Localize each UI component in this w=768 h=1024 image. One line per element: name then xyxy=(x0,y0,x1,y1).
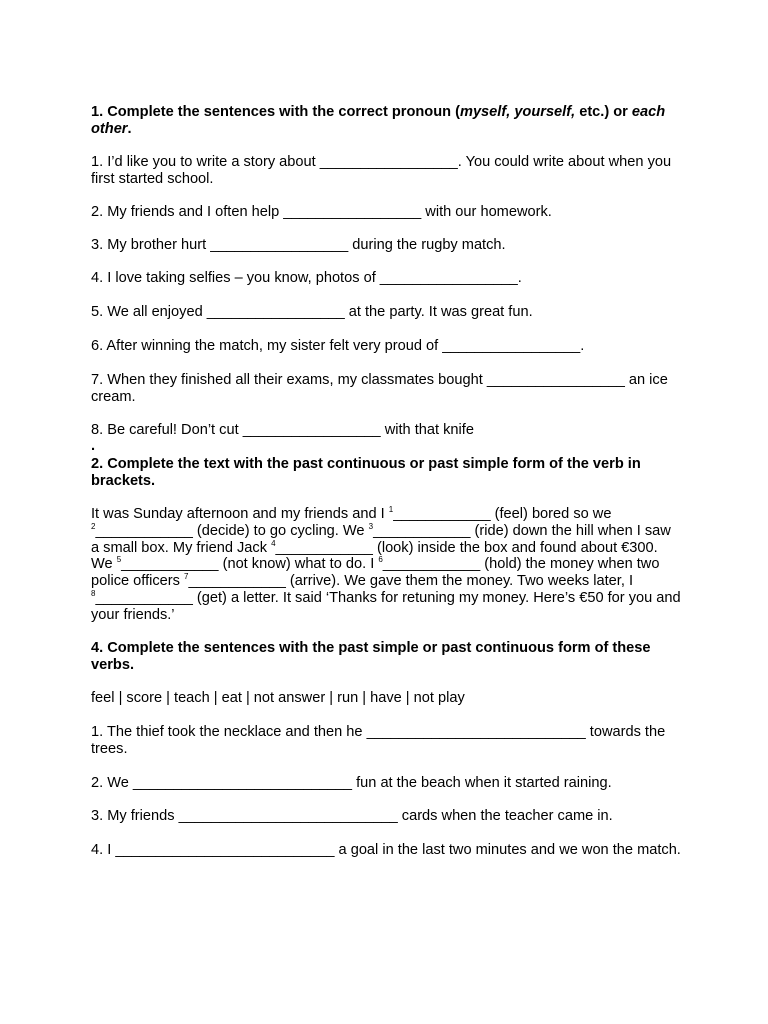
gap-number: 8 xyxy=(91,588,96,598)
word-bank: feel | score | teach | eat | not answer | run | have | not play xyxy=(91,690,465,706)
section-4-item-2: 2. We ___________________________ fun at the beach when it started raining. xyxy=(91,775,612,791)
passage-text: ____________ (feel) bored so we xyxy=(393,506,612,522)
section-2-passage xyxy=(91,506,681,624)
heading-emphasis: myself, yourself, xyxy=(459,104,576,120)
gap-number: 4 xyxy=(271,538,276,548)
section-1-item-6: 6. After winning the match, my sister felt very proud of _________________. xyxy=(91,338,585,354)
passage-text: ____________ (not know) what to do. I xyxy=(121,556,379,573)
section-1-item-5: 5. We all enjoyed _________________ at the party. It was great fun. xyxy=(91,304,533,320)
passage-text: ____________ (arrive). We gave them the money. Two weeks later, I xyxy=(188,573,634,590)
gap-number: 2 xyxy=(91,521,96,531)
section-1-item-2: 2. My friends and I often help _________________ with our homework. xyxy=(91,204,552,220)
gap-number: 7 xyxy=(184,572,189,582)
heading-text: . xyxy=(127,120,132,137)
gap-number: 6 xyxy=(378,555,383,565)
heading-text: etc.) or xyxy=(575,104,632,120)
section-2-heading: 2. Complete the text with the past continuous or past simple form of the verb in brackets. xyxy=(91,456,641,489)
passage-text: ____________ (decide) to go cycling. We xyxy=(95,522,369,539)
passage-text: ____________ (get) a letter. It said ‘Thanks for retuning my money. Here’s €50 for you and your friends.’ xyxy=(91,589,681,623)
section-1-item-3: 3. My brother hurt _________________ during the rugby match. xyxy=(91,237,506,253)
section-1-item-7: 7. When they finished all their exams, my classmates bought _________________ an ice cream. xyxy=(91,372,668,405)
passage-text: ____________ (look) inside the box and found about €300. We xyxy=(91,539,658,573)
passage-text: It was Sunday afternoon and my friends and I xyxy=(91,506,389,522)
passage-text: ____________ (hold) the money when two police officers xyxy=(91,556,660,590)
gap-number: 5 xyxy=(116,555,122,565)
section-1-item-8: 8. Be careful! Don’t cut _________________ with that knife xyxy=(91,422,474,438)
section-1-item-4: 4. I love taking selfies – you know, photos of _________________. xyxy=(91,270,522,286)
section-4-item-3: 3. My friends ___________________________ cards when the teacher came in. xyxy=(91,808,613,824)
heading-text: 1. Complete the sentences with the correct pronoun ( xyxy=(91,104,460,120)
section-4-heading: 4. Complete the sentences with the past simple or past continuous form of these verbs. xyxy=(91,640,651,673)
stray-dot: . xyxy=(91,438,96,454)
heading-emphasis: each other xyxy=(91,104,666,137)
section-1-item-1: 1. I’d like you to write a story about _________________. You could write about when you first started school. xyxy=(91,154,672,187)
gap-number: 1 xyxy=(388,505,394,514)
section-1-heading xyxy=(91,104,681,138)
passage-text: ____________ (ride) down the hill when I saw a small box. My friend Jack xyxy=(91,522,671,556)
gap-number: 3 xyxy=(368,521,374,531)
section-4-item-4: 4. I ___________________________ a goal in the last two minutes and we won the match. xyxy=(91,842,681,858)
section-4-item-1: 1. The thief took the necklace and then he ___________________________ towards the trees. xyxy=(91,724,666,757)
